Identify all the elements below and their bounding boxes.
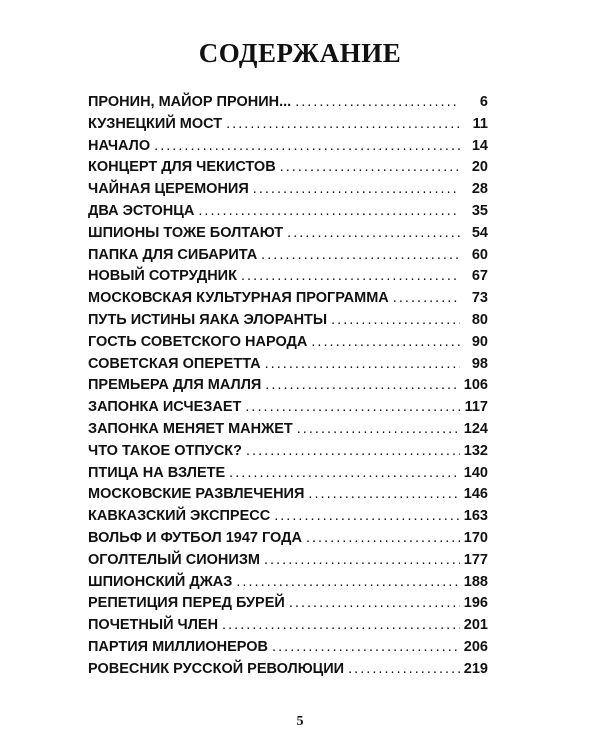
toc-entry-page: 14 xyxy=(471,137,488,154)
toc-entry-page: 124 xyxy=(463,420,488,437)
dot-leader xyxy=(331,310,460,332)
dot-leader xyxy=(261,245,460,267)
toc-entry-title: КОНЦЕРТ ДЛЯ ЧЕКИСТОВ xyxy=(88,159,276,176)
toc-entry xyxy=(88,136,488,158)
dot-leader xyxy=(265,354,460,376)
dot-leader xyxy=(393,288,460,310)
toc-entry-page: 196 xyxy=(463,595,488,612)
toc-entry-page: 98 xyxy=(471,355,488,372)
toc-entry-page: 177 xyxy=(463,551,488,568)
dot-leader xyxy=(265,375,460,397)
toc-entry xyxy=(88,550,488,572)
toc-entry-title: ПАПКА ДЛЯ СИБАРИТА xyxy=(88,246,258,263)
toc-entry-page: 90 xyxy=(471,333,488,350)
toc-entry-page: 20 xyxy=(471,159,488,176)
dot-leader xyxy=(272,637,460,659)
dot-leader xyxy=(236,572,459,594)
toc-entry xyxy=(88,528,488,550)
toc-entry-page: 117 xyxy=(464,399,488,416)
dot-leader xyxy=(280,157,460,179)
toc-entry xyxy=(88,463,488,485)
dot-leader xyxy=(289,593,460,615)
dot-leader xyxy=(311,332,460,354)
toc-entry-page: 206 xyxy=(463,638,488,655)
toc-entry xyxy=(88,637,488,659)
dot-leader xyxy=(306,528,460,550)
toc-entry-title: ШПИОНЫ ТОЖЕ БОЛТАЮТ xyxy=(88,224,284,241)
dot-leader xyxy=(229,463,460,485)
table-of-contents xyxy=(88,92,488,681)
toc-entry-title: НАЧАЛО xyxy=(88,137,151,154)
page-title: СОДЕРЖАНИЕ xyxy=(198,38,402,68)
toc-entry-title: ПАРТИЯ МИЛЛИОНЕРОВ xyxy=(88,638,269,655)
toc-entry-page: 54 xyxy=(471,224,488,241)
dot-leader xyxy=(222,615,460,637)
toc-entry-title: ПРОНИН, МАЙОР ПРОНИН... xyxy=(88,94,292,110)
page-number: 5 xyxy=(296,714,304,729)
toc-entry-title: КАВКАЗСКИЙ ЭКСПРЕСС xyxy=(88,508,271,525)
toc-entry xyxy=(88,354,488,376)
dot-leader xyxy=(154,136,460,158)
dot-leader xyxy=(274,506,460,528)
toc-entry xyxy=(88,92,488,114)
toc-entry-page: 11 xyxy=(472,115,488,132)
toc-entry xyxy=(88,506,488,528)
toc-entry xyxy=(88,245,488,267)
dot-leader xyxy=(297,419,460,441)
toc-entry-page: 106 xyxy=(463,377,488,394)
toc-entry-title: ДВА ЭСТОНЦА xyxy=(88,202,195,219)
toc-entry xyxy=(88,419,488,441)
toc-entry-page: 80 xyxy=(471,311,488,328)
toc-entry-title: МОСКОВСКАЯ КУЛЬТУРНАЯ ПРОГРАММА xyxy=(88,290,389,307)
toc-entry-page: 201 xyxy=(463,617,488,634)
toc-entry xyxy=(88,332,488,354)
toc-entry-page: 6 xyxy=(479,94,488,110)
toc-entry xyxy=(88,441,488,463)
toc-entry-page: 163 xyxy=(463,508,488,525)
toc-entry-title: ЧАЙНАЯ ЦЕРЕМОНИЯ xyxy=(88,181,249,198)
toc-entry-title: ЗАПОНКА МЕНЯЕТ МАНЖЕТ xyxy=(88,420,293,437)
toc-entry-page: 219 xyxy=(463,660,488,677)
toc-entry xyxy=(88,223,488,245)
toc-entry-title: ВОЛЬФ И ФУТБОЛ 1947 ГОДА xyxy=(88,529,302,546)
toc-entry-title: ШПИОНСКИЙ ДЖАЗ xyxy=(88,573,233,590)
toc-entry xyxy=(88,484,488,506)
toc-entry xyxy=(88,615,488,637)
toc-entry-page: 170 xyxy=(463,529,488,546)
toc-entry-page: 146 xyxy=(463,486,488,503)
toc-entry-title: РЕПЕТИЦИЯ ПЕРЕД БУРЕЙ xyxy=(88,595,285,612)
toc-entry-title: МОСКОВСКИЕ РАЗВЛЕЧЕНИЯ xyxy=(88,486,305,503)
toc-entry xyxy=(88,375,488,397)
toc-entry-title: ПОЧЕТНЫЙ ЧЛЕН xyxy=(88,617,219,634)
dot-leader xyxy=(308,484,459,506)
toc-entry-page: 73 xyxy=(471,290,488,307)
toc-entry-title: СОВЕТСКАЯ ОПЕРЕТТА xyxy=(88,355,261,372)
toc-entry xyxy=(88,659,488,681)
toc-entry-title: РОВЕСНИК РУССКОЙ РЕВОЛЮЦИИ xyxy=(88,660,345,677)
dot-leader xyxy=(226,114,460,136)
dot-leader xyxy=(198,201,460,223)
toc-entry xyxy=(88,201,488,223)
dot-leader xyxy=(348,659,460,681)
toc-entry xyxy=(88,157,488,179)
toc-entry-title: ПУТЬ ИСТИНЫ ЯАКА ЭЛОРАНТЫ xyxy=(88,311,328,328)
toc-entry-page: 132 xyxy=(463,442,488,459)
dot-leader xyxy=(253,179,460,201)
dot-leader xyxy=(287,223,460,245)
toc-entry-title: ГОСТЬ СОВЕТСКОГО НАРОДА xyxy=(88,333,308,350)
dot-leader xyxy=(241,266,460,288)
dot-leader xyxy=(245,397,460,419)
toc-entry-title: ЧТО ТАКОЕ ОТПУСК? xyxy=(88,442,242,459)
toc-entry xyxy=(88,397,488,419)
toc-entry xyxy=(88,288,488,310)
toc-entry-page: 60 xyxy=(471,246,488,263)
dot-leader xyxy=(295,92,460,114)
toc-entry xyxy=(88,310,488,332)
toc-entry-title: ОГОЛТЕЛЫЙ СИОНИЗМ xyxy=(88,551,260,568)
toc-entry-title: ПТИЦА НА ВЗЛЕТЕ xyxy=(88,464,226,481)
toc-entry-title: КУЗНЕЦКИЙ МОСТ xyxy=(88,115,223,132)
toc-entry-page: 35 xyxy=(471,202,488,219)
toc-entry-title: ПРЕМЬЕРА ДЛЯ МАЛЛЯ xyxy=(88,377,262,394)
toc-entry xyxy=(88,266,488,288)
dot-leader xyxy=(246,441,460,463)
toc-entry xyxy=(88,114,488,136)
toc-entry xyxy=(88,572,488,594)
toc-entry-page: 28 xyxy=(471,181,488,198)
toc-entry xyxy=(88,593,488,615)
toc-entry-title: ЗАПОНКА ИСЧЕЗАЕТ xyxy=(88,399,242,416)
toc-entry-page: 140 xyxy=(463,464,488,481)
toc-entry xyxy=(88,179,488,201)
toc-entry-page: 67 xyxy=(471,268,488,285)
toc-entry-title: НОВЫЙ СОТРУДНИК xyxy=(88,268,237,285)
toc-entry-page: 188 xyxy=(463,573,488,590)
dot-leader xyxy=(264,550,460,572)
